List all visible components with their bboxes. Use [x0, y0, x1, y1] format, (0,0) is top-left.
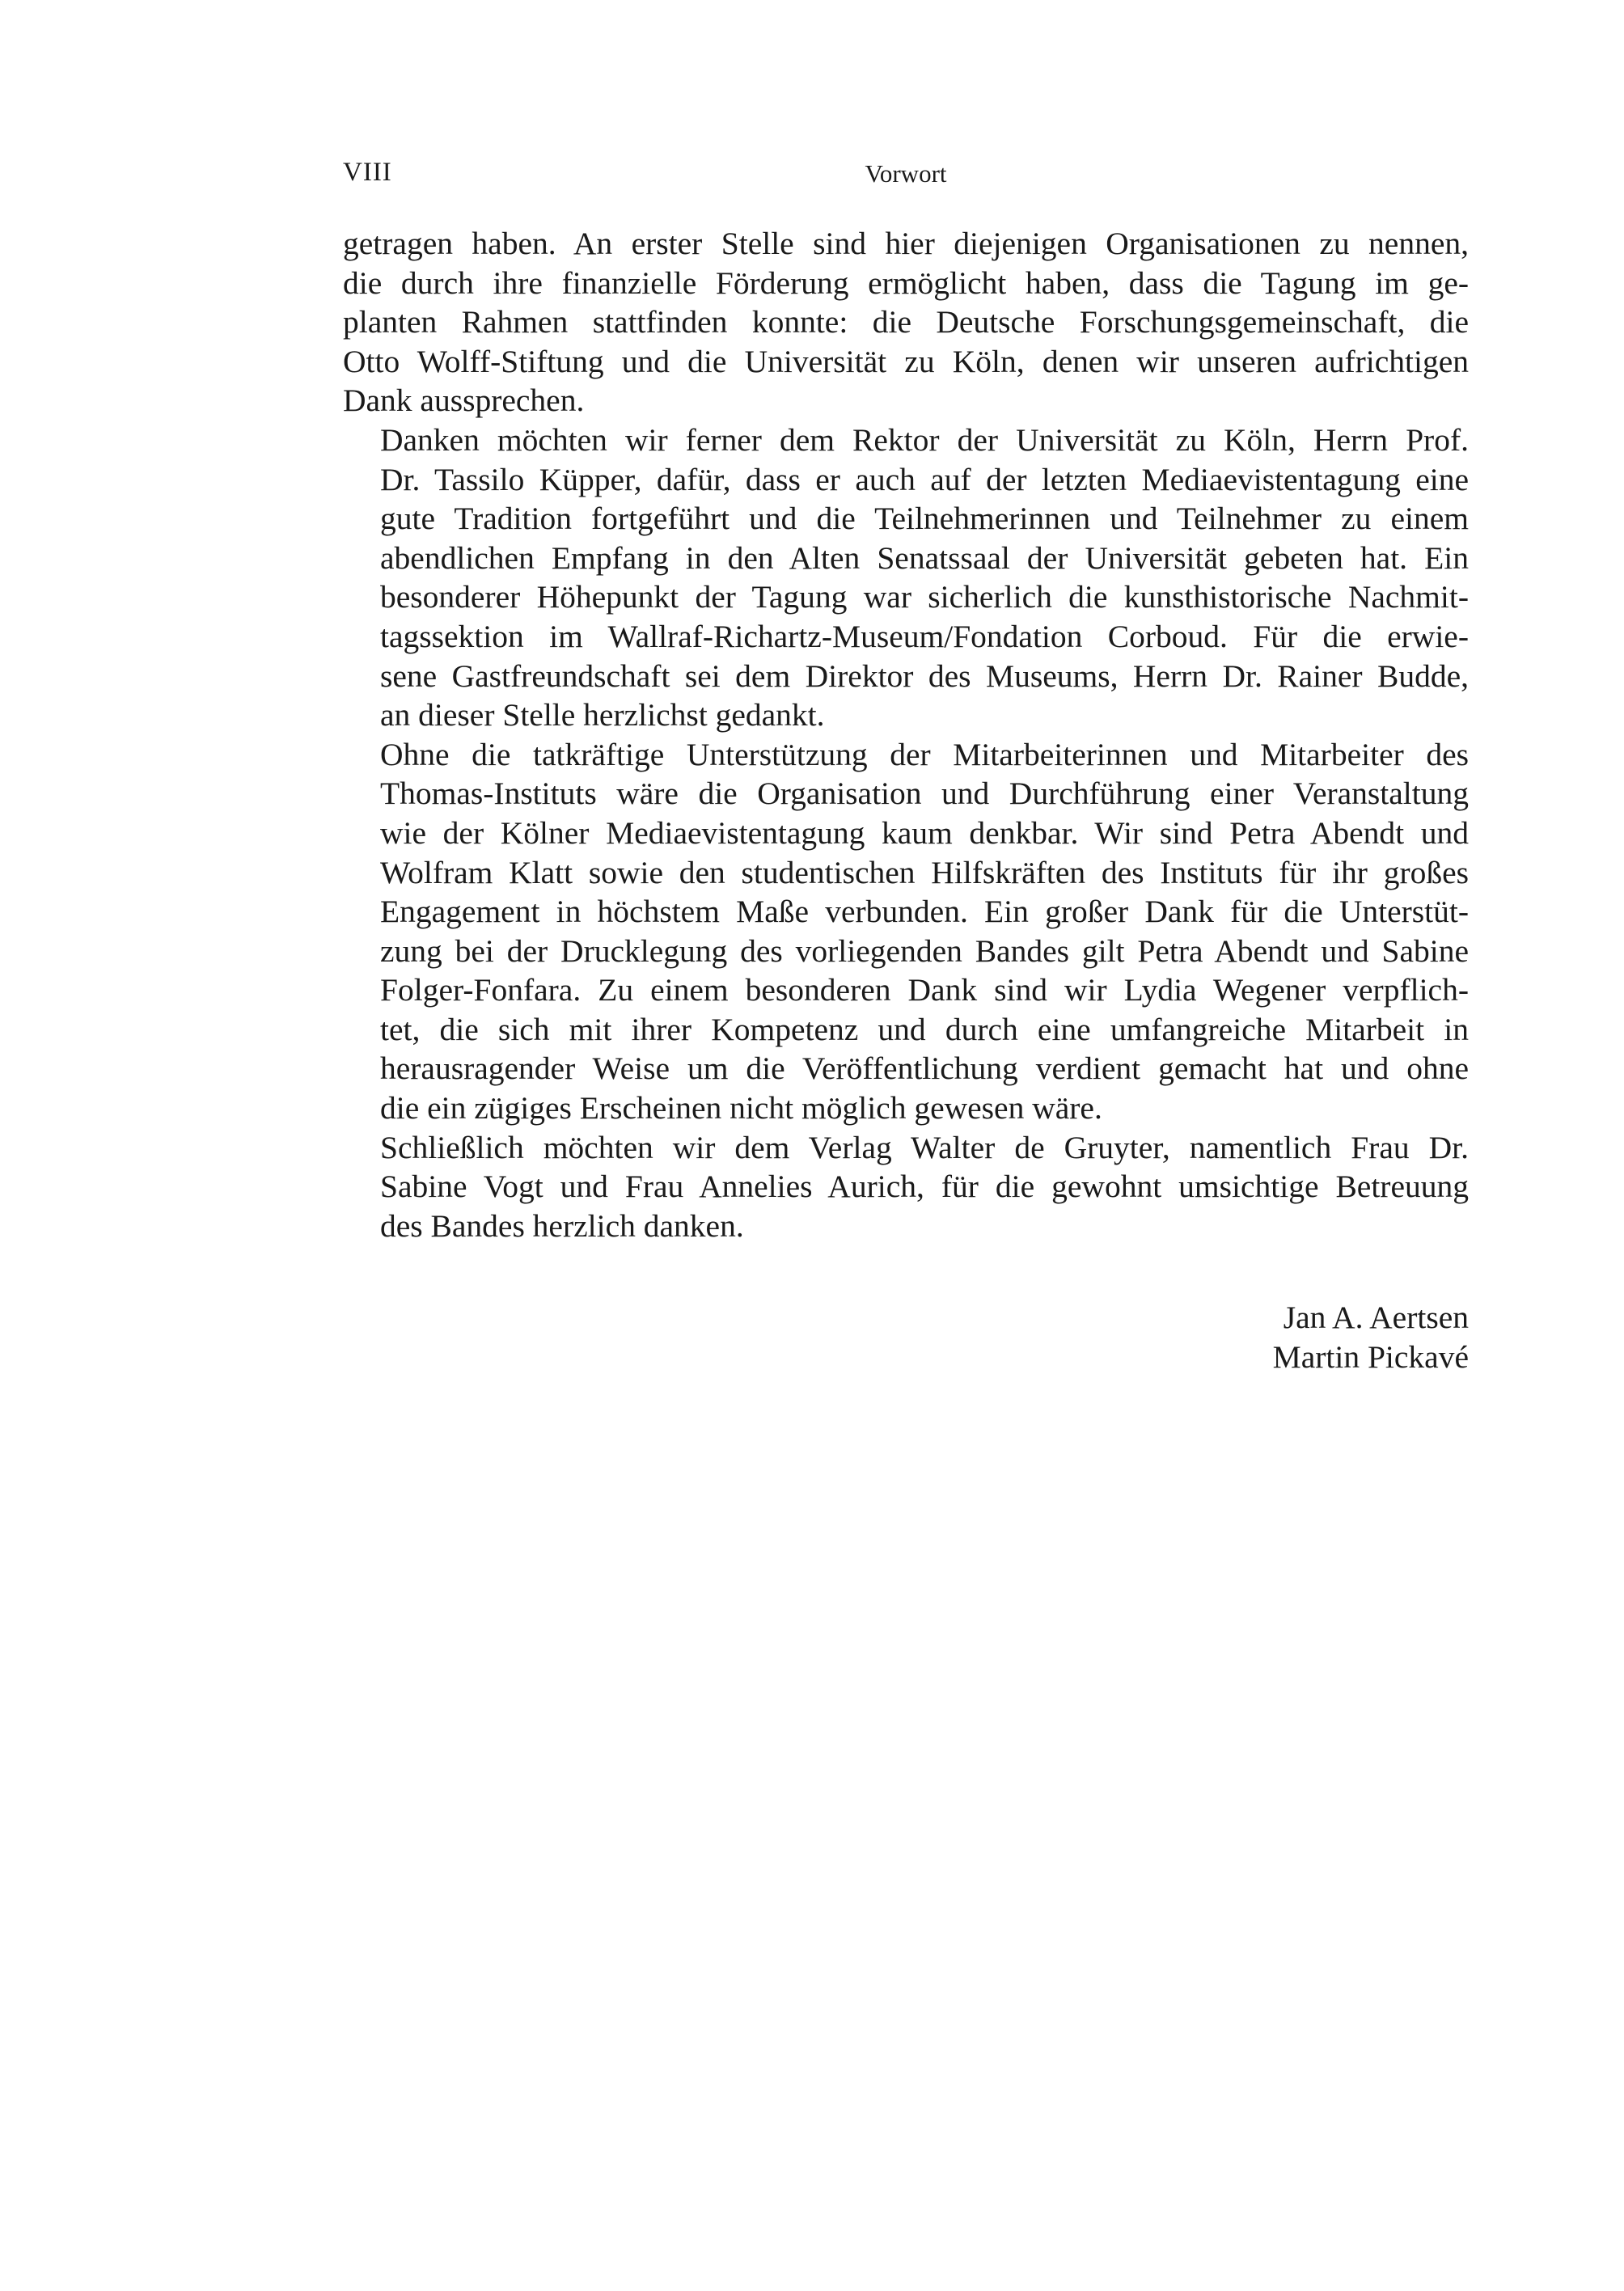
text-line: getragen haben. An erster Stelle sind hier diejenigen Organisationen zu nennen,: [343, 226, 1469, 261]
text-line: Ohne die tatkräftige Unterstützung der Mitarbeiterinnen und Mitarbeiter des: [380, 736, 1469, 772]
text-line: an dieser Stelle herzlichst gedankt.: [380, 697, 825, 733]
text-line: Danken möchten wir ferner dem Rektor der Universität zu Köln, Herrn Prof.: [380, 421, 1469, 458]
text-line: des Bandes herzlich danken.: [380, 1207, 744, 1244]
paragraph: [343, 224, 1469, 421]
text-line: besonderer Höhepunkt der Tagung war sicherlich die kunsthistorische Nachmit-: [380, 579, 1469, 615]
running-title: Vorwort: [865, 159, 947, 188]
body-text: [343, 224, 1469, 1245]
text-line: Schließlich möchten wir dem Verlag Walter de Gruyter, namentlich Frau Dr.: [380, 1129, 1469, 1165]
paragraph: [343, 735, 1469, 1128]
running-head: [343, 158, 1469, 200]
text-line: gute Tradition fortgeführt und die Teilnehmerinnen und Teilnehmer zu einem: [380, 501, 1469, 537]
text-line: Engagement in höchstem Maße verbunden. Ein großer Dank für die Unterstüt-: [380, 894, 1469, 930]
signature-block: [1273, 1298, 1469, 1377]
page-number: VIII: [343, 158, 392, 187]
text-line: Otto Wolff-Stiftung und die Universität zu Köln, denen wir unseren aufrichtigen: [343, 343, 1469, 379]
text-line: planten Rahmen stattfinden konnte: die Deutsche Forschungsgemeinschaft, die: [343, 304, 1469, 340]
text-line: Dr. Tassilo Küpper, dafür, dass er auch auf der letzten Mediaevistentagung eine: [380, 461, 1469, 497]
text-line: tet, die sich mit ihrer Kompetenz und durch eine umfangreiche Mitarbeit in: [380, 1011, 1469, 1047]
paragraph: [343, 1128, 1469, 1246]
signature-name: Martin Pickavé: [1272, 1339, 1469, 1375]
text-line: herausragender Weise um die Veröffentlichung verdient gemacht hat und ohne: [380, 1050, 1469, 1087]
text-line: Folger-Fonfara. Zu einem besonderen Dank sind wir Lydia Wegener verpflich-: [380, 972, 1469, 1008]
text-line: Wolfram Klatt sowie den studentischen Hilfskräften des Instituts für ihr großes: [380, 854, 1469, 890]
text-line: die durch ihre finanzielle Förderung ermöglicht haben, dass die Tagung im ge-: [343, 264, 1469, 301]
text-line: wie der Kölner Mediaevistentagung kaum denkbar. Wir sind Petra Abendt und: [380, 814, 1469, 851]
text-line: tagssektion im Wallraf-Richartz-Museum/Fondation Corboud. Für die erwie-: [380, 618, 1469, 654]
text-line: Thomas-Instituts wäre die Organisation und Durchführung einer Veranstaltung: [380, 776, 1469, 812]
signature-name: Jan A. Aertsen: [1283, 1300, 1469, 1335]
text-line: die ein zügiges Erscheinen nicht möglich gewesen wäre.: [380, 1090, 1102, 1126]
text-line: Sabine Vogt und Frau Annelies Aurich, für die gewohnt umsichtige Betreuung: [380, 1169, 1469, 1205]
text-line: zung bei der Drucklegung des vorliegenden Bandes gilt Petra Abendt und Sabine: [380, 932, 1469, 969]
text-line: sene Gastfreundschaft sei dem Direktor des Museums, Herrn Dr. Rainer Budde,: [380, 657, 1469, 694]
text-line: Dank aussprechen.: [343, 383, 585, 419]
text-line: abendlichen Empfang in den Alten Senatssaal der Universität gebeten hat. Ein: [380, 539, 1469, 576]
paragraph: [343, 421, 1469, 735]
